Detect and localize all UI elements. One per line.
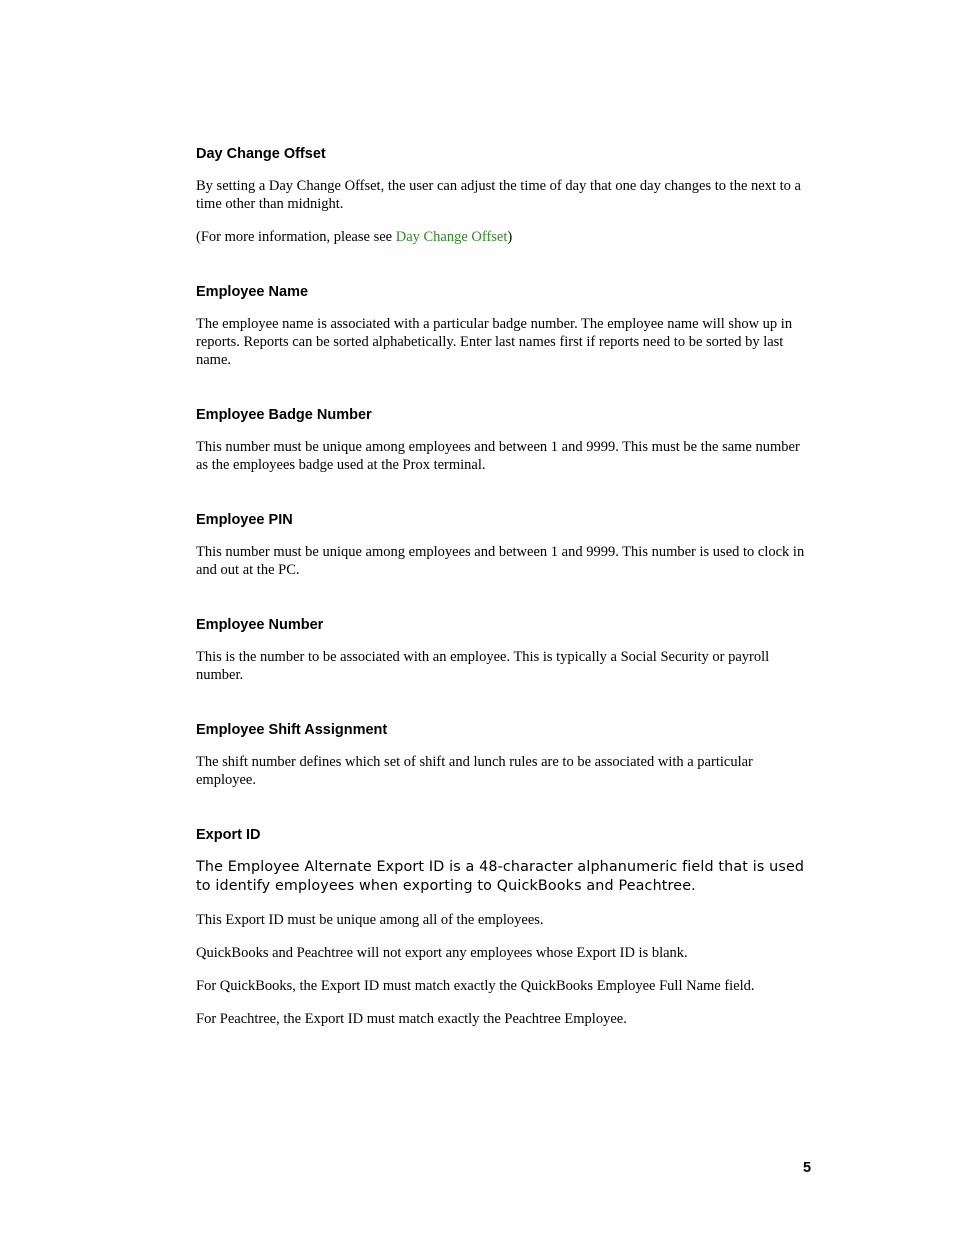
more-info-prefix: (For more information, please see xyxy=(196,229,396,245)
section-day-change-offset xyxy=(196,145,814,246)
section-paragraph: By setting a Day Change Offset, the user can adjust the time of day that one day changes to the next to a time other than midnight. xyxy=(196,178,801,212)
section-heading: Employee Badge Number xyxy=(196,407,372,423)
more-info-paragraph xyxy=(196,228,814,246)
section-employee-badge-number xyxy=(196,406,814,474)
section-paragraph: For QuickBooks, the Export ID must match exactly the QuickBooks Employee Full Name field. xyxy=(196,978,755,994)
page-number: 5 xyxy=(803,1160,812,1176)
section-paragraph: The shift number defines which set of shift and lunch rules are to be associated with a particular employee. xyxy=(196,754,753,788)
section-employee-pin xyxy=(196,511,814,579)
section-heading: Employee PIN xyxy=(196,512,293,528)
section-employee-number xyxy=(196,616,814,684)
section-paragraph: The Employee Alternate Export ID is a 48-character alphanumeric field that is used to identify employees when exporting to QuickBooks and Peachtree. xyxy=(196,859,805,894)
section-heading: Employee Number xyxy=(196,617,324,633)
day-change-offset-link[interactable]: Day Change Offset xyxy=(395,229,508,245)
section-paragraph: For Peachtree, the Export ID must match exactly the Peachtree Employee. xyxy=(196,1011,627,1027)
section-heading: Day Change Offset xyxy=(196,146,326,162)
section-heading: Employee Shift Assignment xyxy=(196,722,388,738)
section-paragraph: This number must be unique among employees and between 1 and 9999. This must be the same number as the employees badge used at the Prox terminal. xyxy=(196,439,800,473)
section-heading: Employee Name xyxy=(196,284,309,300)
section-paragraph: QuickBooks and Peachtree will not export any employees whose Export ID is blank. xyxy=(196,945,688,961)
more-info-suffix: ) xyxy=(507,229,513,245)
section-paragraph: The employee name is associated with a particular badge number. The employee name will show up in reports. Reports can be sorted alphabetically. Enter last names first if reports need to be sorted by last name. xyxy=(196,316,793,368)
section-paragraph: This is the number to be associated with an employee. This is typically a Social Security or payroll number. xyxy=(196,649,770,683)
section-employee-name xyxy=(196,283,814,369)
section-paragraph: This number must be unique among employees and between 1 and 9999. This number is used to clock in and out at the PC. xyxy=(196,544,805,578)
document-body xyxy=(196,145,814,1065)
section-paragraph: This Export ID must be unique among all of the employees. xyxy=(196,912,544,928)
section-employee-shift-assignment xyxy=(196,721,814,789)
section-export-id xyxy=(196,826,814,1028)
section-heading: Export ID xyxy=(196,827,261,843)
